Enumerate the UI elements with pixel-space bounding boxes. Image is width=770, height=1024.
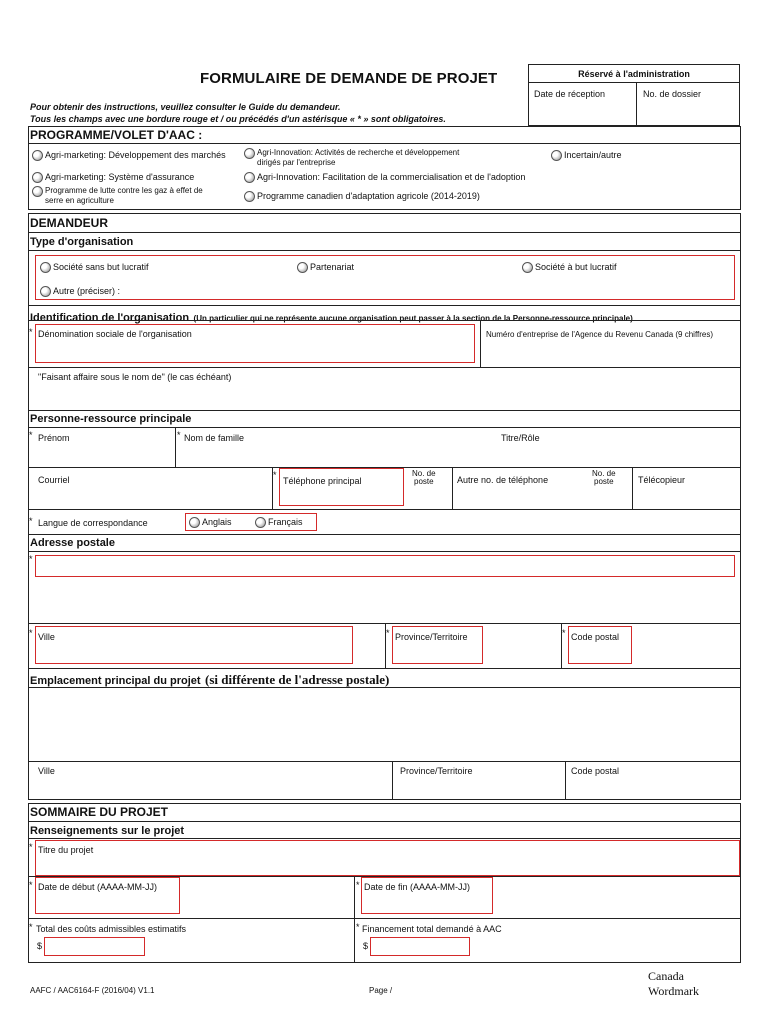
instructions-line-2: Tous les champs avec une bordure rouge et / ou précédés d'un astérisque « * » sont obligatoires. — [30, 114, 446, 124]
divider — [480, 320, 481, 367]
courriel-field[interactable]: Courriel — [38, 475, 70, 485]
province-label: Province/Territoire — [395, 632, 468, 642]
code-postal-label: Code postal — [571, 632, 620, 642]
no-dossier-field: No. de dossier — [643, 89, 702, 99]
financement-field[interactable] — [370, 937, 470, 956]
required-asterisk: * — [356, 922, 360, 932]
programme-header: PROGRAMME/VOLET D'AAC : — [30, 128, 203, 142]
titre-projet-label: Titre du projet — [38, 845, 94, 855]
radio-partenariat[interactable]: Partenariat — [297, 262, 354, 273]
renseignements-label: Renseignements sur le projet — [30, 825, 185, 837]
ville-field[interactable] — [35, 626, 353, 664]
divider — [28, 761, 741, 762]
emplacement-province-field[interactable]: Province/Territoire — [400, 766, 473, 776]
identification-heading: Identification de l'organisation (Un particulier qui ne représente aucune organisation peut passer à la section de la Personne-ressource principale) — [30, 312, 633, 324]
dollar-sign: $ — [37, 941, 43, 951]
no-poste-label-2: No. de poste — [592, 469, 616, 486]
required-asterisk: * — [562, 628, 566, 638]
radio-icon — [255, 517, 266, 528]
adresse-field[interactable] — [35, 555, 735, 577]
divider — [28, 410, 741, 411]
type-org-label: Type d'organisation — [30, 236, 134, 248]
radio-icon — [32, 150, 43, 161]
divider — [632, 467, 633, 509]
admin-box — [528, 64, 740, 126]
total-couts-field[interactable] — [44, 937, 145, 956]
radio-agri-marketing-assurance[interactable]: Agri-marketing: Système d'assurance — [32, 172, 194, 183]
divider — [28, 320, 741, 321]
radio-icon — [244, 191, 255, 202]
required-asterisk: * — [386, 628, 390, 638]
divider — [175, 427, 176, 467]
radio-sans-but-lucratif[interactable]: Société sans but lucratif — [40, 262, 149, 273]
radio-agri-innovation-rd[interactable]: Agri-Innovation: Activités de recherche et développement dirigés par l'entreprise — [244, 148, 459, 168]
radio-icon — [551, 150, 562, 161]
faisant-affaire-label: "Faisant affaire sous le nom de" (le cas échéant) — [38, 372, 232, 382]
required-asterisk: * — [29, 842, 33, 852]
langue-label: Langue de correspondance — [38, 518, 148, 528]
divider — [28, 821, 741, 822]
divider — [28, 534, 741, 535]
divider — [28, 367, 741, 368]
divider — [452, 467, 453, 509]
radio-adaptation-agricole[interactable]: Programme canadien d'adaptation agricole (2014-2019) — [244, 191, 480, 202]
prenom-field[interactable]: Prénom — [38, 433, 70, 443]
page-number: Page / — [369, 986, 393, 995]
radio-icon — [40, 262, 51, 273]
radio-icon — [522, 262, 533, 273]
telephone-label: Téléphone principal — [283, 476, 362, 486]
canada-wordmark: Canada Wordmark — [648, 969, 700, 998]
form-code: AAFC / AAC6164-F (2016/04) V1.1 — [30, 986, 155, 995]
radio-francais[interactable]: Français — [255, 517, 303, 528]
divider — [28, 509, 741, 510]
required-asterisk: * — [29, 430, 33, 440]
radio-agri-marketing-marches[interactable]: Agri-marketing: Développement des marchés — [32, 150, 226, 161]
emplacement-code-postal-field[interactable]: Code postal — [571, 766, 620, 776]
date-reception-field: Date de réception — [529, 83, 637, 126]
divider — [28, 250, 741, 251]
emplacement-heading: Emplacement principal du projet (si différente de l'adresse postale) — [30, 672, 390, 687]
radio-incertain-autre[interactable]: Incertain/autre — [551, 150, 622, 161]
demandeur-header: DEMANDEUR — [30, 216, 108, 230]
autre-telephone-field[interactable]: Autre no. de téléphone — [457, 475, 549, 485]
radio-icon — [244, 172, 255, 183]
radio-icon — [40, 286, 51, 297]
demandeur-section — [28, 213, 741, 800]
radio-icon — [32, 172, 43, 183]
telephone-field[interactable] — [279, 468, 404, 506]
total-couts-label: Total des coûts admissibles estimatifs — [36, 924, 187, 934]
divider — [28, 838, 741, 839]
divider — [565, 761, 566, 800]
ville-label: Ville — [38, 632, 55, 642]
form-title: FORMULAIRE DE DEMANDE DE PROJET — [200, 70, 498, 87]
financement-label: Financement total demandé à AAC — [362, 924, 502, 934]
divider — [28, 551, 741, 552]
divider — [354, 876, 355, 963]
titre-role-field[interactable]: Titre/Rôle — [501, 433, 540, 443]
adresse-label: Adresse postale — [30, 537, 115, 549]
divider — [392, 761, 393, 800]
divider — [28, 687, 741, 688]
sommaire-header: SOMMAIRE DU PROJET — [30, 805, 169, 819]
required-asterisk: * — [29, 922, 33, 932]
radio-autre[interactable]: Autre (préciser) : — [40, 286, 120, 297]
radio-anglais[interactable]: Anglais — [189, 517, 232, 528]
personne-label: Personne-ressource principale — [30, 413, 192, 425]
required-asterisk: * — [29, 628, 33, 638]
radio-but-lucratif[interactable]: Société à but lucratif — [522, 262, 617, 273]
required-asterisk: * — [29, 554, 33, 564]
numero-entreprise-label: Numéro d'entreprise de l'Agence du Revenu Canada (9 chiffres) — [486, 330, 714, 339]
nom-famille-field[interactable]: Nom de famille — [184, 433, 245, 443]
divider — [28, 427, 741, 428]
dollar-sign: $ — [363, 941, 369, 951]
radio-icon — [297, 262, 308, 273]
required-asterisk: * — [177, 430, 181, 440]
required-asterisk: * — [273, 470, 277, 480]
radio-agri-innovation-commercialisation[interactable]: Agri-Innovation: Facilitation de la commercialisation et de l'adoption — [244, 172, 525, 183]
divider — [28, 668, 741, 669]
divider — [28, 232, 741, 233]
required-asterisk: * — [29, 327, 33, 337]
required-asterisk: * — [29, 516, 33, 526]
radio-icon — [244, 148, 255, 159]
date-fin-label: Date de fin (AAAA-MM-JJ) — [364, 882, 471, 892]
required-asterisk: * — [356, 880, 360, 890]
divider — [28, 305, 741, 306]
telecopieur-field[interactable]: Télécopieur — [638, 475, 686, 485]
radio-gaz-effet-serre[interactable]: Programme de lutte contre les gaz à effet de serre en agriculture — [32, 186, 203, 206]
instructions-line-1: Pour obtenir des instructions, veuillez consulter le Guide du demandeur. — [30, 102, 341, 112]
no-poste-label-1: No. de poste — [412, 469, 436, 486]
titre-projet-field[interactable] — [35, 840, 740, 876]
radio-icon — [189, 517, 200, 528]
divider — [28, 143, 741, 144]
emplacement-ville-field[interactable]: Ville — [38, 766, 55, 776]
admin-header: Réservé à l'administration — [529, 65, 739, 83]
denomination-label: Dénomination sociale de l'organisation — [38, 329, 192, 339]
date-debut-label: Date de début (AAAA-MM-JJ) — [38, 882, 158, 892]
required-asterisk: * — [29, 880, 33, 890]
radio-icon — [32, 186, 43, 197]
divider — [28, 918, 741, 919]
